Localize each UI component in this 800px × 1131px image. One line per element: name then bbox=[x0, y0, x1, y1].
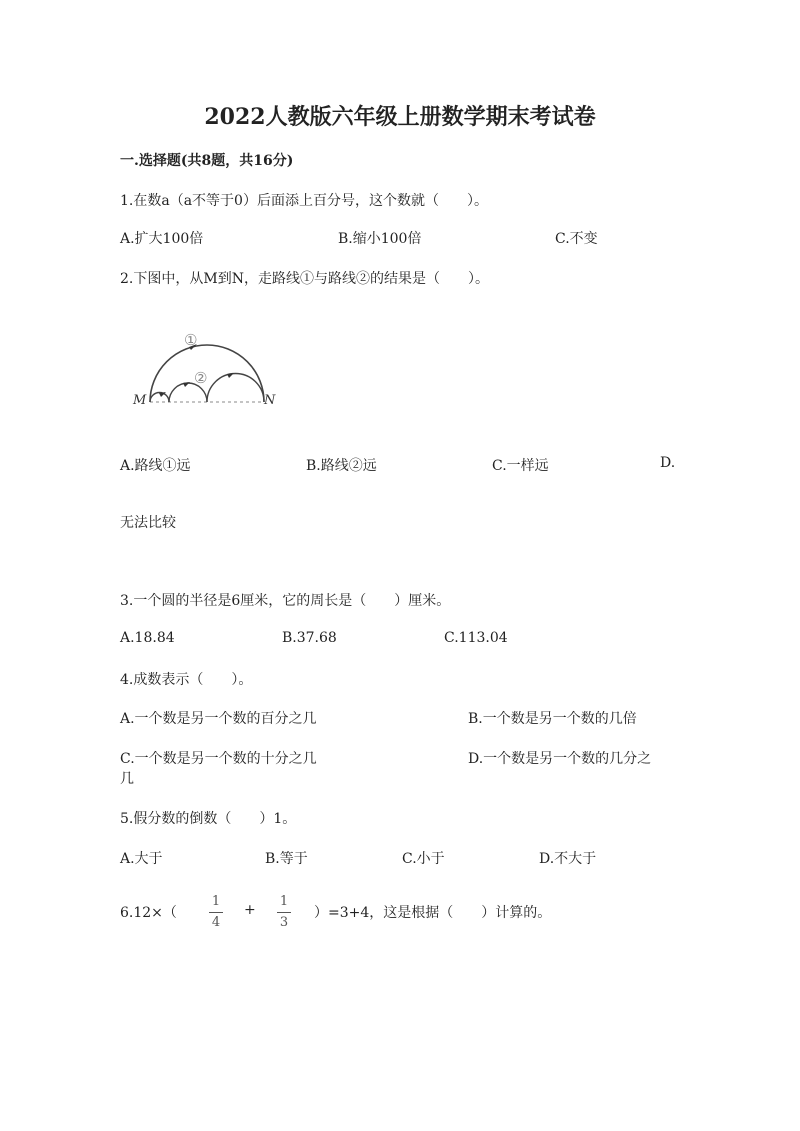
q1-option-c[interactable]: C.不变 bbox=[555, 231, 598, 247]
q2-option-b[interactable]: B.路线②远 bbox=[306, 458, 377, 474]
q2-option-d[interactable]: D. bbox=[660, 455, 676, 471]
question-6-suffix: ）=3+4，这是根据（ ）计算的。 bbox=[314, 905, 552, 921]
plus-sign: + bbox=[244, 902, 256, 918]
route-2-arc-large bbox=[207, 374, 264, 403]
route-diagram bbox=[128, 322, 288, 412]
question-2-stem: 2.下图中，从M到N，走路线①与路线②的结果是（ ）。 bbox=[120, 271, 489, 287]
route-2-label: ② bbox=[194, 369, 208, 387]
question-5-stem: 5.假分数的倒数（ ）1。 bbox=[120, 811, 297, 827]
q5-option-a[interactable]: A.大于 bbox=[120, 851, 163, 867]
fraction-1-bar bbox=[209, 912, 223, 913]
q3-option-b[interactable]: B.37.68 bbox=[282, 630, 337, 646]
fraction-1-denominator: 4 bbox=[211, 915, 221, 930]
q2-option-c[interactable]: C.一样远 bbox=[492, 458, 549, 474]
fraction-one-third bbox=[277, 894, 291, 931]
q3-option-c[interactable]: C.113.04 bbox=[444, 630, 508, 646]
question-1-stem: 1.在数a（a不等于0）后面添上百分号，这个数就（ ）。 bbox=[120, 193, 488, 209]
point-n-label: N bbox=[264, 393, 276, 408]
section-heading: 一.选择题(共8题，共16分) bbox=[120, 153, 294, 169]
question-6-prefix: 6.12×（ bbox=[120, 905, 177, 921]
page-title: 2022人教版六年级上册数学期末考试卷 bbox=[204, 104, 596, 130]
question-4-stem: 4.成数表示（ ）。 bbox=[120, 672, 253, 688]
q4-option-b[interactable]: B.一个数是另一个数的几倍 bbox=[468, 711, 637, 727]
fraction-2-numerator: 1 bbox=[279, 894, 289, 909]
fraction-2-denominator: 3 bbox=[279, 915, 289, 930]
q2-option-a[interactable]: A.路线①远 bbox=[120, 458, 191, 474]
question-3-stem: 3.一个圆的半径是6厘米，它的周长是（ ）厘米。 bbox=[120, 593, 451, 609]
q4-option-a[interactable]: A.一个数是另一个数的百分之几 bbox=[120, 711, 317, 727]
q5-option-b[interactable]: B.等于 bbox=[265, 851, 308, 867]
fraction-one-quarter bbox=[209, 894, 223, 931]
q4-option-c[interactable]: C.一个数是另一个数的十分之几 bbox=[120, 751, 317, 767]
q1-option-a[interactable]: A.扩大100倍 bbox=[120, 231, 204, 247]
q5-option-d[interactable]: D.不大于 bbox=[539, 851, 597, 867]
q4-option-d[interactable]: D.一个数是另一个数的几分之 bbox=[468, 751, 652, 767]
q1-option-b[interactable]: B.缩小100倍 bbox=[338, 231, 422, 247]
q2-option-d-continued: 无法比较 bbox=[120, 515, 176, 531]
fraction-2-bar bbox=[277, 912, 291, 913]
q4-option-c-continued: 几 bbox=[120, 771, 134, 787]
route-1-label: ① bbox=[184, 331, 198, 349]
fraction-1-numerator: 1 bbox=[211, 894, 221, 909]
q3-option-a[interactable]: A.18.84 bbox=[120, 630, 175, 646]
q5-option-c[interactable]: C.小于 bbox=[402, 851, 445, 867]
point-m-label: M bbox=[133, 393, 147, 408]
